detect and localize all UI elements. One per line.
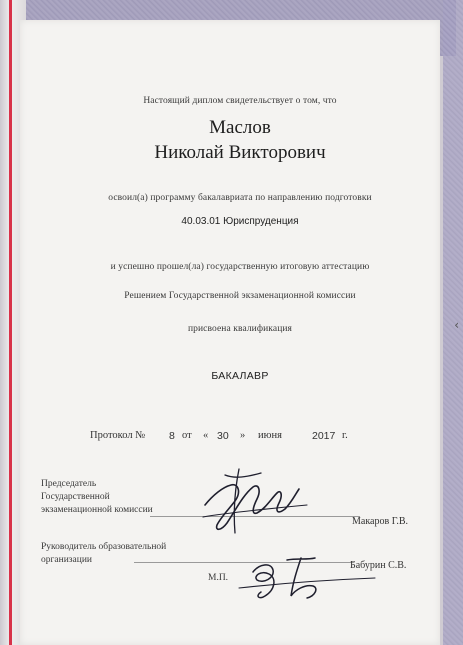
graduate-surname: Маслов bbox=[209, 117, 271, 138]
program-mastered-line: освоил(а) программу бакалавриата по направлению подготовки bbox=[108, 193, 372, 203]
protocol-label: Протокол № bbox=[90, 430, 146, 441]
edge-mark: ‹ bbox=[454, 318, 459, 332]
head-name: Бабурин С.В. bbox=[350, 560, 407, 571]
red-binding-thread bbox=[9, 0, 12, 645]
protocol-open-quote: « bbox=[203, 430, 209, 441]
program-title: 40.03.01 Юриспруденция bbox=[181, 216, 299, 227]
head-title-line: организации bbox=[41, 555, 93, 565]
head-signature bbox=[235, 550, 385, 605]
security-pattern-right bbox=[443, 0, 463, 645]
chair-title-line: экзаменационной комиссии bbox=[41, 505, 153, 515]
protocol-month: июня bbox=[258, 430, 282, 441]
protocol-from: от bbox=[182, 430, 192, 441]
chair-name: Макаров Г.В. bbox=[352, 516, 409, 527]
protocol-close-quote: » bbox=[240, 430, 246, 441]
qualification-title: БАКАЛАВР bbox=[211, 370, 269, 382]
protocol-day: 30 bbox=[217, 430, 229, 442]
protocol-year: 2017 bbox=[312, 430, 336, 442]
graduate-given-names: Николай Викторович bbox=[154, 142, 326, 163]
commission-decision-line: Решением Государственной экзаменационной комиссии bbox=[124, 291, 356, 301]
chair-title bbox=[41, 478, 153, 517]
qualification-awarded-line: присвоена квалификация bbox=[187, 324, 293, 334]
chair-signature bbox=[195, 465, 315, 540]
intro-line: Настоящий диплом свидетельствует о том, что bbox=[143, 96, 337, 106]
protocol-number: 8 bbox=[169, 430, 175, 442]
attestation-line: и успешно прошел(ла) государственную итоговую аттестацию bbox=[110, 262, 370, 272]
protocol-year-suffix: г. bbox=[342, 430, 348, 441]
head-title-line: Руководитель образовательной bbox=[41, 542, 167, 552]
chair-title-line: Государственной bbox=[41, 492, 110, 502]
seal-label: М.П. bbox=[208, 573, 229, 583]
head-title bbox=[41, 541, 166, 567]
chair-title-line: Председатель bbox=[41, 479, 97, 489]
